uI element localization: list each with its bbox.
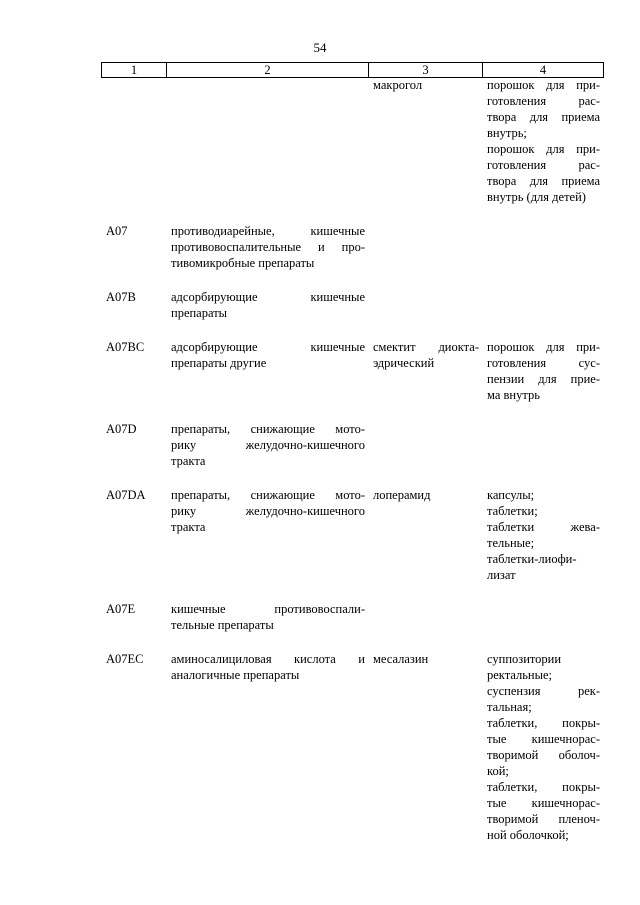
dosage-forms-line: ректальные; bbox=[487, 668, 553, 682]
dosage-forms-line: тые кишечнорас- bbox=[487, 796, 600, 810]
table-row bbox=[101, 651, 603, 843]
row-spacer bbox=[101, 469, 603, 487]
spacer-cell bbox=[101, 205, 166, 223]
group-name-line: адсорбирующие кишечные bbox=[171, 290, 365, 304]
spacer-cell bbox=[166, 271, 368, 289]
spacer-cell bbox=[368, 469, 482, 487]
group-name-line: аналогичные препараты bbox=[171, 668, 300, 682]
group-name bbox=[166, 651, 368, 843]
group-name-line: тракта bbox=[171, 520, 206, 534]
dosage-forms-line: суспензия рек- bbox=[487, 684, 600, 698]
atc-code: A07EC bbox=[106, 652, 144, 666]
table-row bbox=[101, 421, 603, 469]
dosage-forms-line: порошок для при- bbox=[487, 78, 600, 92]
group-name-line: препараты bbox=[171, 306, 228, 320]
spacer-cell bbox=[482, 271, 603, 289]
spacer-cell bbox=[482, 583, 603, 601]
group-name bbox=[166, 223, 368, 271]
row-spacer bbox=[101, 583, 603, 601]
spacer-cell bbox=[368, 843, 482, 861]
dosage-forms-line: кой; bbox=[487, 764, 509, 778]
table-row bbox=[101, 339, 603, 403]
spacer-cell bbox=[482, 403, 603, 421]
group-name bbox=[166, 339, 368, 403]
spacer-cell bbox=[101, 403, 166, 421]
spacer-cell bbox=[101, 321, 166, 339]
spacer-cell bbox=[166, 469, 368, 487]
spacer-cell bbox=[101, 583, 166, 601]
dosage-forms-line: внутрь; bbox=[487, 126, 527, 140]
column-header-2: 2 bbox=[167, 63, 369, 78]
group-name-line: тивомикробные препараты bbox=[171, 256, 315, 270]
group-name-line: рику желудочно-кишечного bbox=[171, 438, 365, 452]
row-spacer bbox=[101, 843, 603, 861]
spacer-cell bbox=[101, 633, 166, 651]
column-header-4: 4 bbox=[483, 63, 604, 78]
dosage-forms-line: ной оболочкой; bbox=[487, 828, 569, 842]
substance-name-line: лоперамид bbox=[373, 488, 431, 502]
spacer-cell bbox=[368, 403, 482, 421]
dosage-forms-line: тельные; bbox=[487, 536, 535, 550]
atc-code: A07E bbox=[106, 602, 136, 616]
group-name-line: тельные препараты bbox=[171, 618, 274, 632]
dosage-forms bbox=[482, 223, 603, 271]
substance-name-line: эдрический bbox=[373, 356, 435, 370]
row-spacer bbox=[101, 633, 603, 651]
atc-code: A07 bbox=[106, 224, 128, 238]
dosage-forms-line: творимой оболоч- bbox=[487, 748, 600, 762]
drug-table bbox=[101, 77, 603, 861]
dosage-forms-line: творимой пленоч- bbox=[487, 812, 600, 826]
atc-code: A07DA bbox=[106, 488, 146, 502]
dosage-forms-line: тые кишечнорас- bbox=[487, 732, 600, 746]
row-spacer bbox=[101, 321, 603, 339]
spacer-cell bbox=[166, 403, 368, 421]
group-name-line: аминосалициловая кислота и bbox=[171, 652, 365, 666]
dosage-forms-line: таблетки жева- bbox=[487, 520, 600, 534]
spacer-cell bbox=[368, 205, 482, 223]
dosage-forms-line: готовления сус- bbox=[487, 356, 600, 370]
page-number: 54 bbox=[313, 40, 327, 55]
group-name-line: противовоспалительные и про- bbox=[171, 240, 365, 254]
table-header bbox=[101, 62, 604, 78]
substance-name bbox=[368, 289, 482, 321]
column-header-3: 3 bbox=[369, 63, 483, 78]
spacer-cell bbox=[482, 321, 603, 339]
dosage-forms bbox=[482, 289, 603, 321]
spacer-cell bbox=[166, 633, 368, 651]
group-name bbox=[166, 289, 368, 321]
table-row bbox=[101, 77, 603, 205]
spacer-cell bbox=[101, 271, 166, 289]
dosage-forms-line: ма внутрь bbox=[487, 388, 540, 402]
row-spacer bbox=[101, 403, 603, 421]
dosage-forms-line: порошок для при- bbox=[487, 142, 600, 156]
atc-code: A07B bbox=[106, 290, 136, 304]
group-name-line: препараты, снижающие мото- bbox=[171, 488, 365, 502]
spacer-cell bbox=[482, 205, 603, 223]
dosage-forms bbox=[482, 487, 603, 583]
dosage-forms-line: лизат bbox=[487, 568, 516, 582]
dosage-forms-line: твора для приема bbox=[487, 174, 600, 188]
dosage-forms bbox=[482, 651, 603, 843]
atc-code: A07D bbox=[106, 422, 137, 436]
dosage-forms-line: таблетки, покры- bbox=[487, 780, 600, 794]
dosage-forms-line: таблетки; bbox=[487, 504, 538, 518]
dosage-forms-line: суппозитории bbox=[487, 652, 562, 666]
dosage-forms bbox=[482, 601, 603, 633]
group-name bbox=[166, 77, 368, 205]
substance-name bbox=[368, 223, 482, 271]
dosage-forms bbox=[482, 339, 603, 403]
group-name-line: адсорбирующие кишечные bbox=[171, 340, 365, 354]
spacer-cell bbox=[166, 321, 368, 339]
spacer-cell bbox=[101, 469, 166, 487]
substance-name-line: смектит диокта- bbox=[373, 340, 479, 354]
substance-name bbox=[368, 339, 482, 403]
dosage-forms-line: тальная; bbox=[487, 700, 532, 714]
group-name-line: тракта bbox=[171, 454, 206, 468]
group-name bbox=[166, 487, 368, 583]
spacer-cell bbox=[368, 321, 482, 339]
dosage-forms-line: готовления рас- bbox=[487, 94, 600, 108]
substance-name bbox=[368, 601, 482, 633]
group-name-line: кишечные противовоспали- bbox=[171, 602, 365, 616]
spacer-cell bbox=[166, 843, 368, 861]
group-name-line: препараты, снижающие мото- bbox=[171, 422, 365, 436]
substance-name bbox=[368, 651, 482, 843]
spacer-cell bbox=[368, 271, 482, 289]
atc-code: A07BC bbox=[106, 340, 145, 354]
substance-name-line: месалазин bbox=[373, 652, 429, 666]
dosage-forms-line: твора для приема bbox=[487, 110, 600, 124]
spacer-cell bbox=[482, 633, 603, 651]
group-name bbox=[166, 421, 368, 469]
spacer-cell bbox=[166, 583, 368, 601]
spacer-cell bbox=[368, 633, 482, 651]
dosage-forms bbox=[482, 421, 603, 469]
dosage-forms-line: внутрь (для детей) bbox=[487, 190, 586, 204]
dosage-forms-line: таблетки-лиофи- bbox=[487, 552, 577, 566]
column-header-1: 1 bbox=[102, 63, 167, 78]
dosage-forms bbox=[482, 77, 603, 205]
dosage-forms-line: таблетки, покры- bbox=[487, 716, 600, 730]
spacer-cell bbox=[482, 843, 603, 861]
row-spacer bbox=[101, 271, 603, 289]
spacer-cell bbox=[166, 205, 368, 223]
dosage-forms-line: порошок для при- bbox=[487, 340, 600, 354]
table-row bbox=[101, 223, 603, 271]
spacer-cell bbox=[368, 583, 482, 601]
substance-name bbox=[368, 487, 482, 583]
table-row bbox=[101, 289, 603, 321]
row-spacer bbox=[101, 205, 603, 223]
spacer-cell bbox=[482, 469, 603, 487]
group-name bbox=[166, 601, 368, 633]
substance-name bbox=[368, 77, 482, 205]
substance-name bbox=[368, 421, 482, 469]
dosage-forms-line: готовления рас- bbox=[487, 158, 600, 172]
dosage-forms-line: пензии для прие- bbox=[487, 372, 600, 386]
table-row bbox=[101, 601, 603, 633]
table-row bbox=[101, 487, 603, 583]
dosage-forms-line: капсулы; bbox=[487, 488, 535, 502]
group-name-line: противодиарейные, кишечные bbox=[171, 224, 365, 238]
substance-name-line: макрогол bbox=[373, 78, 423, 92]
group-name-line: препараты другие bbox=[171, 356, 267, 370]
spacer-cell bbox=[101, 843, 166, 861]
atc-code bbox=[101, 77, 166, 205]
group-name-line: рику желудочно-кишечного bbox=[171, 504, 365, 518]
